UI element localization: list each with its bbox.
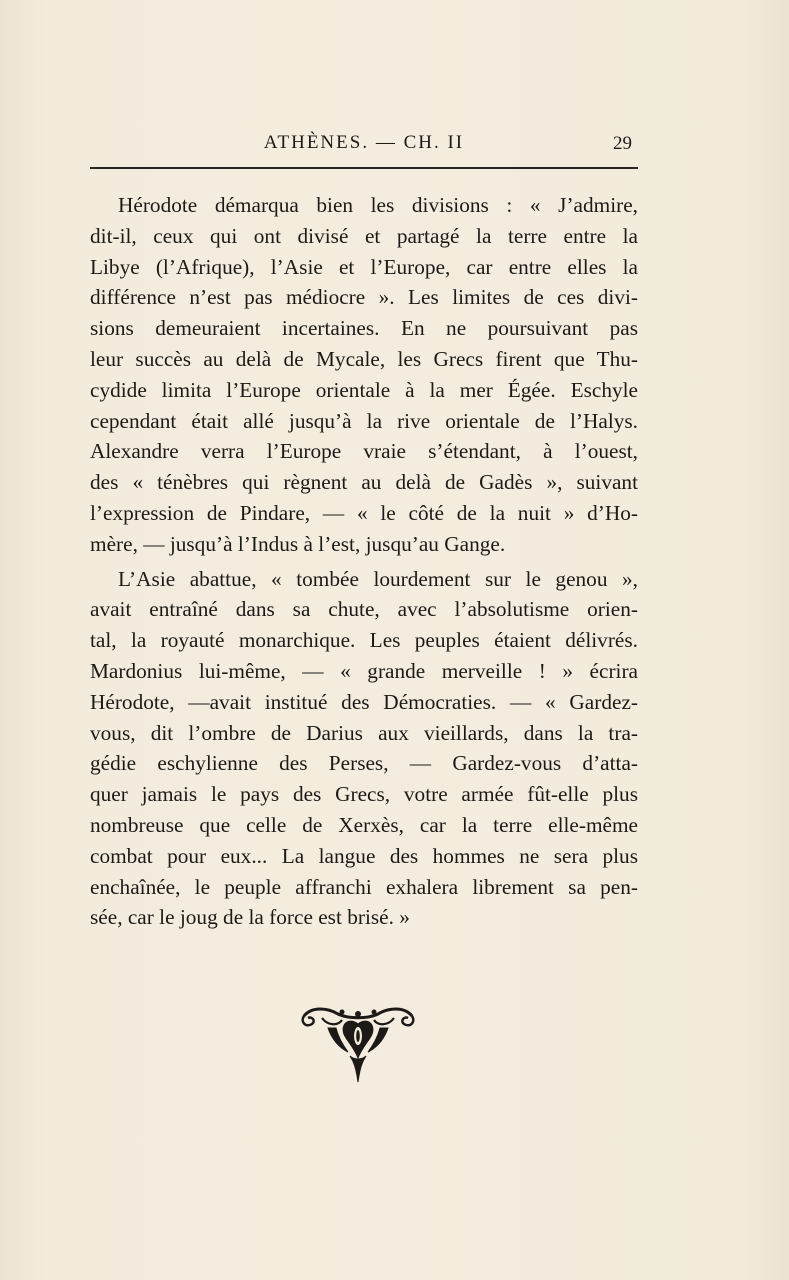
text-line: mère, — jusqu’à l’Indus à l’est, jusqu’au Gange. xyxy=(90,531,506,556)
running-title: ATHÈNES. — CH. II xyxy=(263,132,465,153)
text-line: leur succès au delà de Mycale, les Grecs firent que Thu- xyxy=(90,346,638,371)
text-line: quer jamais le pays des Grecs, votre armée fût-elle plus xyxy=(90,782,638,807)
text-line: Hérodote démarqua bien les divisions : « J’admire, xyxy=(118,193,638,217)
fleuron-ornament-icon xyxy=(298,1004,418,1088)
text-line: vous, dit l’ombre de Darius aux vieillards, dans la tra- xyxy=(90,720,638,745)
text-line: nombreuse que celle de Xerxès, car la terre elle-même xyxy=(90,812,638,837)
text-line: L’Asie abattue, « tombée lourdement sur le genou », xyxy=(118,566,638,591)
running-head xyxy=(90,132,638,158)
text-line: Alexandre verra l’Europe vraie s’étendant, à l’ouest, xyxy=(90,439,638,464)
text-line: gédie eschylienne des Perses, — Gardez-vous d’atta- xyxy=(90,751,638,776)
text-line: l’expression de Pindare, — « le côté de la nuit » d’Ho- xyxy=(90,500,638,525)
text-line: sions demeuraient incertaines. En ne poursuivant pas xyxy=(90,316,638,341)
text-line: avait entraîné dans sa chute, avec l’absolutisme orien- xyxy=(90,597,638,622)
header-rule xyxy=(90,167,638,169)
paragraph-1 xyxy=(90,190,638,560)
text-line: sée, car le joug de la force est brisé. » xyxy=(90,905,410,930)
page-number: 29 xyxy=(613,133,632,154)
text-line: Libye (l’Afrique), l’Asie et l’Europe, car entre elles la xyxy=(90,254,638,279)
text-line: dit-il, ceux qui ont divisé et partagé la terre entre la xyxy=(90,223,638,248)
text-line: Mardonius lui-même, — « grande merveille ! » écrira xyxy=(90,658,638,683)
text-line: combat pour eux... La langue des hommes ne sera plus xyxy=(90,843,638,868)
text-line: enchaînée, le peuple affranchi exhalera librement sa pen- xyxy=(90,874,638,899)
text-line: cependant était allé jusqu’à la rive orientale de l’Halys. xyxy=(90,408,638,433)
text-line: des « ténèbres qui règnent au delà de Gadès », suivant xyxy=(90,470,638,495)
text-line: différence n’est pas médiocre ». Les limites de ces divi- xyxy=(90,285,638,310)
text-line: tal, la royauté monarchique. Les peuples étaient délivrés. xyxy=(90,628,638,653)
text-line: Hérodote, —avait institué des Démocraties. — « Gardez- xyxy=(90,689,638,714)
body-text xyxy=(90,190,638,933)
text-line: cydide limita l’Europe orientale à la mer Égée. Eschyle xyxy=(90,377,638,402)
paragraph-2 xyxy=(90,564,638,934)
